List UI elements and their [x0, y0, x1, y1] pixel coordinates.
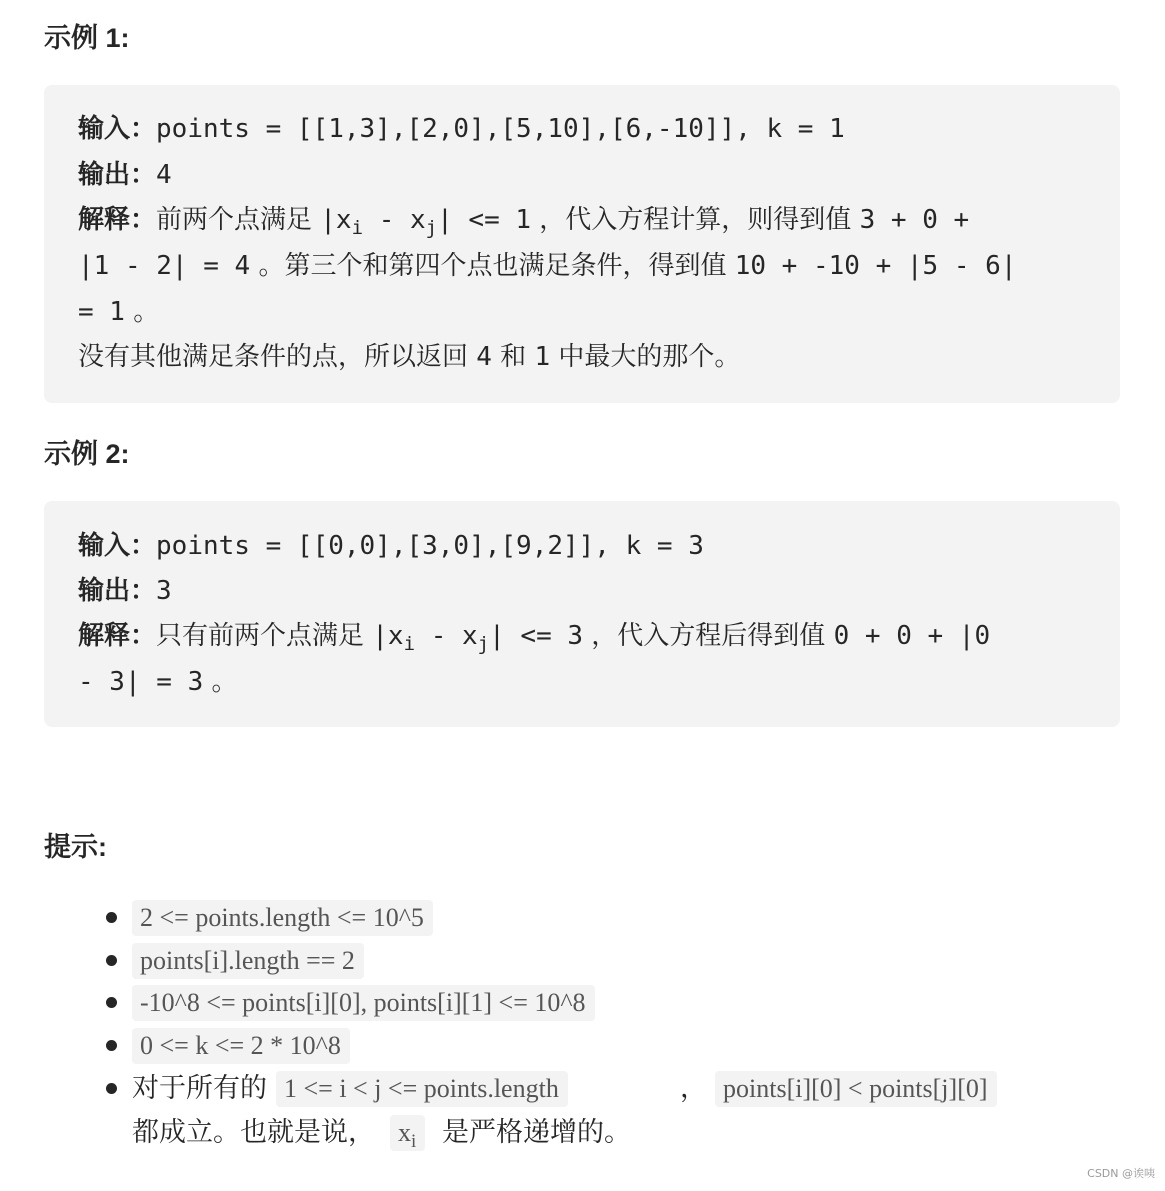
formula-part: | <= 1 [437, 205, 532, 235]
explain-text: 没有其他满足条件的点，所以返回 [78, 342, 477, 372]
explain-text: 前两个点满足 [156, 205, 321, 235]
hints-heading: 提示: [44, 832, 107, 862]
explain-text: 只有前两个点满足 [156, 621, 373, 651]
example-1-explain-line-2 [78, 253, 1016, 279]
example-2-box [44, 501, 1120, 727]
hint-text: 都成立。也就是说， [132, 1117, 375, 1147]
explain-formula: = 1 [78, 297, 125, 327]
explain-number: 4 [476, 342, 492, 372]
output-value: 4 [156, 160, 172, 190]
example-2-explain-line-1 [78, 621, 991, 655]
explain-label: 解释： [78, 205, 157, 235]
input-value: points = [[0,0],[3,0],[9,2]], k = 3 [156, 531, 704, 561]
example-1-explain-line-3 [78, 299, 159, 325]
formula-part: - x [415, 621, 478, 651]
constraint-code: points[i].length == 2 [132, 943, 364, 979]
explain-text: 。第三个和第四个点也满足条件，得到值 [250, 251, 735, 281]
bullet-icon [106, 1040, 117, 1051]
watermark: CSDN @诶咦 [1087, 1167, 1155, 1180]
bullet-icon [106, 912, 117, 923]
example-1-heading: 示例 1: [44, 23, 130, 53]
explain-text: ，代入方程后得到值 [583, 621, 834, 651]
constraint-code: points[i][0] < points[j][0] [715, 1071, 997, 1107]
explain-formula: 0 + 0 + |0 [833, 621, 991, 651]
output-label: 输出： [78, 160, 157, 190]
example-1-box [44, 85, 1120, 403]
input-label: 输入： [78, 531, 157, 561]
explain-text: 。 [124, 297, 160, 327]
explain-text: 。 [203, 667, 238, 697]
constraint-code: 2 <= points.length <= 10^5 [132, 900, 433, 936]
output-label: 输出： [78, 576, 157, 606]
explain-text: 中最大的那个。 [550, 342, 741, 372]
subscript-j: j [477, 633, 490, 655]
example-1-input-line [78, 116, 845, 142]
code-part: x [398, 1118, 411, 1147]
example-2-input-line [78, 533, 704, 559]
output-value: 3 [156, 576, 172, 606]
explain-formula [320, 205, 532, 239]
formula-part: | <= 3 [489, 621, 584, 651]
input-label: 输入： [78, 114, 157, 144]
explain-formula [372, 621, 584, 655]
explain-number: 1 [534, 342, 551, 372]
formula-part: |x [372, 621, 404, 651]
formula-part: |x [320, 205, 352, 235]
constraint-code: -10^8 <= points[i][0], points[i][1] <= 10^8 [132, 985, 595, 1021]
explain-formula: |1 - 2| = 4 [78, 251, 251, 281]
subscript-i: i [403, 633, 416, 655]
example-1-explain-line-4 [78, 344, 740, 370]
explain-formula: 10 + -10 + |5 - 6| [734, 251, 1017, 281]
bullet-icon [106, 955, 117, 966]
subscript-j: j [425, 217, 438, 239]
bullet-icon [106, 1083, 117, 1094]
hint-text: ， [680, 1073, 707, 1103]
subscript-i: i [351, 217, 364, 239]
hint-text: 是严格递增的。 [442, 1117, 631, 1147]
example-2-heading: 示例 2: [44, 439, 130, 469]
subscript-i: i [411, 1131, 417, 1152]
bullet-icon [106, 997, 117, 1008]
formula-part: - x [363, 205, 426, 235]
example-1-explain-line-1 [78, 205, 970, 239]
explain-text: 和 [491, 342, 535, 372]
constraint-code: 1 <= i < j <= points.length [276, 1071, 568, 1107]
constraint-code [390, 1115, 425, 1151]
example-2-explain-line-2 [78, 669, 238, 695]
hint-text: 对于所有的 [132, 1073, 267, 1103]
example-1-output-line [78, 162, 172, 188]
input-value: points = [[1,3],[2,0],[5,10],[6,-10]], k = 1 [156, 114, 845, 144]
explain-text: ，代入方程计算，则得到值 [531, 205, 860, 235]
explain-formula: - 3| = 3 [78, 667, 204, 697]
example-2-output-line [78, 578, 172, 604]
explain-label: 解释： [78, 621, 157, 651]
constraint-code: 0 <= k <= 2 * 10^8 [132, 1028, 350, 1064]
explain-formula: 3 + 0 + [859, 205, 970, 235]
